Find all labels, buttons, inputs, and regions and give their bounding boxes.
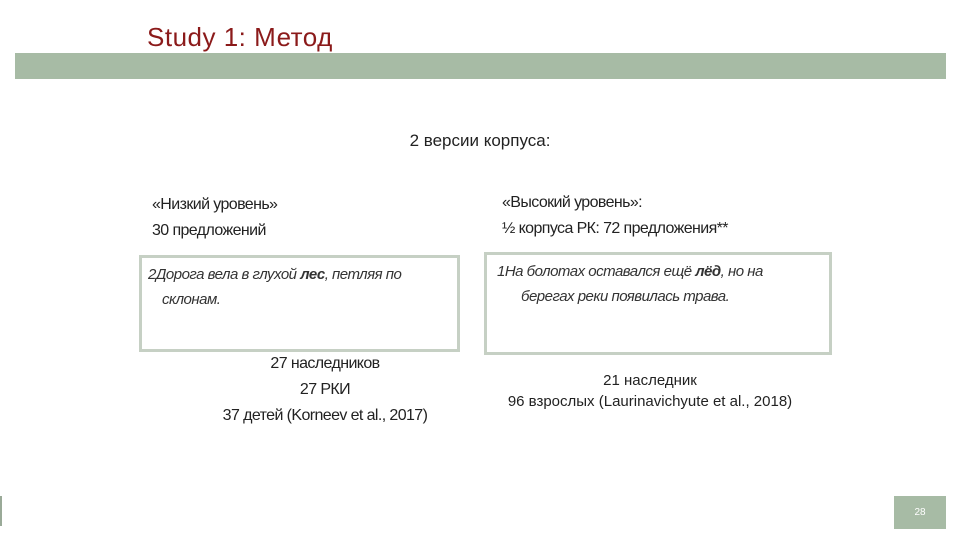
high-level-example-box — [484, 252, 832, 355]
high-level-participants — [485, 370, 815, 412]
participants-line: 27 РКИ — [299, 381, 351, 398]
title-accent-bar — [15, 53, 946, 79]
edge-decoration — [0, 496, 2, 526]
participants-line: 21 наследник — [603, 372, 697, 389]
high-example-line2: берегах реки появилась трава. — [521, 288, 730, 305]
high-level-header — [502, 190, 728, 242]
low-level-example-box — [139, 255, 460, 352]
high-example-keyword: лёд — [695, 263, 721, 280]
participants-line: 27 наследников — [270, 355, 380, 372]
participants-line: 96 взрослых (Laurinavichyute et al., 2018) — [507, 393, 793, 410]
high-level-title: «Высокий уровень»: — [502, 194, 643, 211]
low-example-line2: склонам. — [162, 291, 221, 308]
low-level-participants — [190, 351, 460, 429]
slide-title: Study 1: Метод — [147, 22, 333, 52]
slide-subtitle — [0, 131, 960, 151]
high-example-prefix: 1На болотах оставался ещё — [497, 263, 696, 280]
low-example-keyword: лес — [300, 266, 325, 283]
high-example-suffix: , но на — [720, 263, 763, 280]
subtitle-text: 2 версии корпуса: — [409, 131, 551, 150]
page-number: 28 — [894, 496, 946, 529]
high-level-count: ½ корпуса РК: 72 предложения** — [502, 220, 728, 237]
low-level-header — [152, 192, 277, 244]
low-example-prefix: 2Дорога вела в глухой — [148, 266, 301, 283]
low-level-count: 30 предложений — [152, 222, 266, 239]
low-example-suffix: , петляя по — [324, 266, 402, 283]
low-level-title: «Низкий уровень» — [152, 196, 278, 213]
participants-line: 37 детей (Korneev et al., 2017) — [222, 407, 428, 424]
